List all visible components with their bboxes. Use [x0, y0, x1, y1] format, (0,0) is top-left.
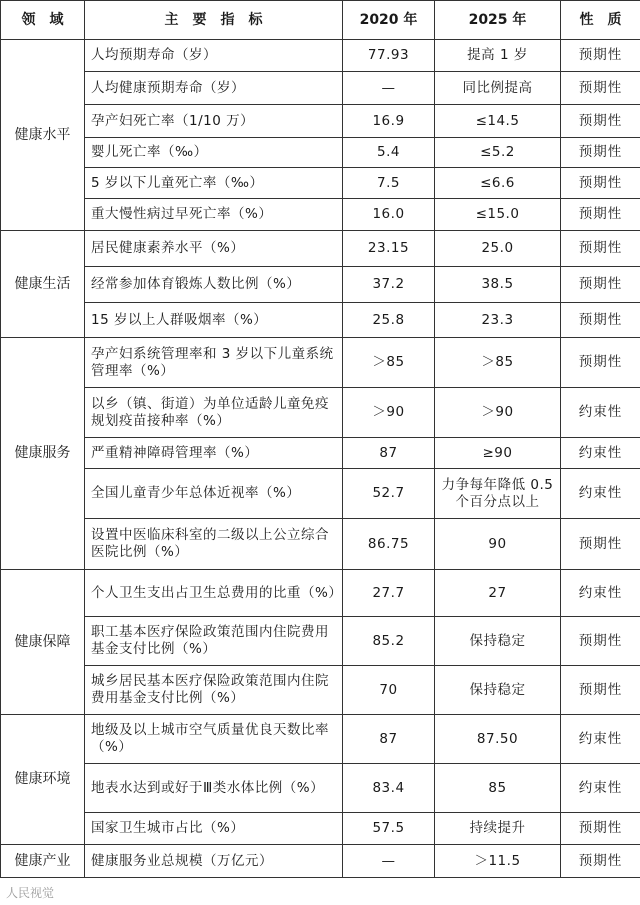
domain-cell: 健康生活 [1, 231, 85, 338]
nature-cell: 预期性 [561, 519, 640, 570]
nature-cell: 预期性 [561, 72, 640, 105]
nature-cell: 约束性 [561, 764, 640, 813]
value-2025-cell: 27 [435, 570, 561, 617]
table-row [1, 388, 640, 438]
value-2020-cell: — [343, 72, 435, 105]
table-row [1, 338, 640, 388]
header-domain: 领 域 [1, 1, 85, 40]
value-2025-cell: ＞90 [435, 388, 561, 438]
indicator-cell: 经常参加体育锻炼人数比例（%） [85, 267, 343, 303]
nature-cell: 预期性 [561, 267, 640, 303]
nature-cell: 预期性 [561, 813, 640, 845]
value-2020-cell: 5.4 [343, 138, 435, 168]
value-2025-cell: 力争每年降低 0.5 个百分点以上 [435, 469, 561, 519]
table-row [1, 715, 640, 764]
indicator-cell: 15 岁以上人群吸烟率（%） [85, 303, 343, 338]
domain-cell: 健康服务 [1, 338, 85, 570]
indicator-cell: 5 岁以下儿童死亡率（‰） [85, 168, 343, 199]
value-2020-cell: 87 [343, 438, 435, 469]
value-2020-cell: — [343, 845, 435, 878]
indicator-cell: 地级及以上城市空气质量优良天数比率（%） [85, 715, 343, 764]
value-2025-cell: 38.5 [435, 267, 561, 303]
indicator-cell: 国家卫生城市占比（%） [85, 813, 343, 845]
indicator-cell: 严重精神障碍管理率（%） [85, 438, 343, 469]
value-2025-cell: 同比例提高 [435, 72, 561, 105]
value-2020-cell: 70 [343, 666, 435, 715]
domain-cell: 健康环境 [1, 715, 85, 845]
value-2025-cell: 25.0 [435, 231, 561, 267]
value-2020-cell: 87 [343, 715, 435, 764]
nature-cell: 约束性 [561, 438, 640, 469]
domain-cell: 健康水平 [1, 40, 85, 231]
header-2020: 2020 年 [343, 1, 435, 40]
value-2020-cell: 83.4 [343, 764, 435, 813]
table-row [1, 519, 640, 570]
value-2020-cell: 57.5 [343, 813, 435, 845]
indicator-cell: 健康服务业总规模（万亿元） [85, 845, 343, 878]
value-2025-cell: 87.50 [435, 715, 561, 764]
table-row [1, 570, 640, 617]
indicator-cell: 以乡（镇、街道）为单位适龄儿童免疫规划疫苗接种率（%） [85, 388, 343, 438]
indicator-cell: 职工基本医疗保险政策范围内住院费用基金支付比例（%） [85, 617, 343, 666]
table-body [1, 40, 640, 878]
table-row [1, 267, 640, 303]
value-2020-cell: 7.5 [343, 168, 435, 199]
table-row [1, 617, 640, 666]
value-2025-cell: 持续提升 [435, 813, 561, 845]
indicator-cell: 孕产妇系统管理率和 3 岁以下儿童系统管理率（%） [85, 338, 343, 388]
indicator-cell: 个人卫生支出占卫生总费用的比重（%） [85, 570, 343, 617]
value-2025-cell: 23.3 [435, 303, 561, 338]
header-nature: 性 质 [561, 1, 640, 40]
table-row [1, 764, 640, 813]
header-2025: 2025 年 [435, 1, 561, 40]
value-2025-cell: ≤15.0 [435, 199, 561, 231]
indicator-cell: 人均健康预期寿命（岁） [85, 72, 343, 105]
table-row [1, 469, 640, 519]
nature-cell: 约束性 [561, 388, 640, 438]
value-2020-cell: 85.2 [343, 617, 435, 666]
table-row [1, 138, 640, 168]
value-2025-cell: ≤6.6 [435, 168, 561, 199]
table-row [1, 438, 640, 469]
indicator-cell: 居民健康素养水平（%） [85, 231, 343, 267]
nature-cell: 预期性 [561, 845, 640, 878]
indicator-cell: 全国儿童青少年总体近视率（%） [85, 469, 343, 519]
value-2020-cell: 23.15 [343, 231, 435, 267]
table-header-row [1, 1, 640, 40]
nature-cell: 预期性 [561, 105, 640, 138]
nature-cell: 约束性 [561, 570, 640, 617]
value-2025-cell: 90 [435, 519, 561, 570]
nature-cell: 预期性 [561, 138, 640, 168]
indicator-cell: 地表水达到或好于Ⅲ类水体比例（%） [85, 764, 343, 813]
table-row [1, 199, 640, 231]
watermark: 人民视觉 [6, 886, 55, 900]
value-2020-cell: 16.9 [343, 105, 435, 138]
value-2025-cell: 保持稳定 [435, 617, 561, 666]
value-2025-cell: 提高 1 岁 [435, 40, 561, 72]
table-row [1, 666, 640, 715]
indicator-cell: 孕产妇死亡率（1/10 万） [85, 105, 343, 138]
value-2025-cell: ≥90 [435, 438, 561, 469]
nature-cell: 约束性 [561, 715, 640, 764]
nature-cell: 约束性 [561, 469, 640, 519]
table-row [1, 845, 640, 878]
table-row [1, 40, 640, 72]
nature-cell: 预期性 [561, 666, 640, 715]
value-2025-cell: ≤5.2 [435, 138, 561, 168]
table-row [1, 105, 640, 138]
value-2020-cell: ＞90 [343, 388, 435, 438]
value-2020-cell: 86.75 [343, 519, 435, 570]
nature-cell: 预期性 [561, 199, 640, 231]
indicator-cell: 设置中医临床科室的二级以上公立综合医院比例（%） [85, 519, 343, 570]
value-2020-cell: 37.2 [343, 267, 435, 303]
nature-cell: 预期性 [561, 303, 640, 338]
value-2025-cell: ＞11.5 [435, 845, 561, 878]
value-2020-cell: 16.0 [343, 199, 435, 231]
value-2020-cell: ＞85 [343, 338, 435, 388]
nature-cell: 预期性 [561, 40, 640, 72]
indicator-cell: 人均预期寿命（岁） [85, 40, 343, 72]
domain-cell: 健康产业 [1, 845, 85, 878]
value-2025-cell: 保持稳定 [435, 666, 561, 715]
value-2025-cell: 85 [435, 764, 561, 813]
table-row [1, 813, 640, 845]
value-2020-cell: 25.8 [343, 303, 435, 338]
value-2025-cell: ≤14.5 [435, 105, 561, 138]
nature-cell: 预期性 [561, 168, 640, 199]
table-row [1, 72, 640, 105]
value-2020-cell: 27.7 [343, 570, 435, 617]
table-row [1, 303, 640, 338]
value-2020-cell: 52.7 [343, 469, 435, 519]
nature-cell: 预期性 [561, 617, 640, 666]
nature-cell: 预期性 [561, 338, 640, 388]
table-row [1, 231, 640, 267]
indicator-cell: 婴儿死亡率（‰） [85, 138, 343, 168]
header-indicator: 主 要 指 标 [85, 1, 343, 40]
value-2020-cell: 77.93 [343, 40, 435, 72]
indicator-cell: 城乡居民基本医疗保险政策范围内住院费用基金支付比例（%） [85, 666, 343, 715]
table-row [1, 168, 640, 199]
value-2025-cell: ＞85 [435, 338, 561, 388]
nature-cell: 预期性 [561, 231, 640, 267]
indicator-cell: 重大慢性病过早死亡率（%） [85, 199, 343, 231]
domain-cell: 健康保障 [1, 570, 85, 715]
